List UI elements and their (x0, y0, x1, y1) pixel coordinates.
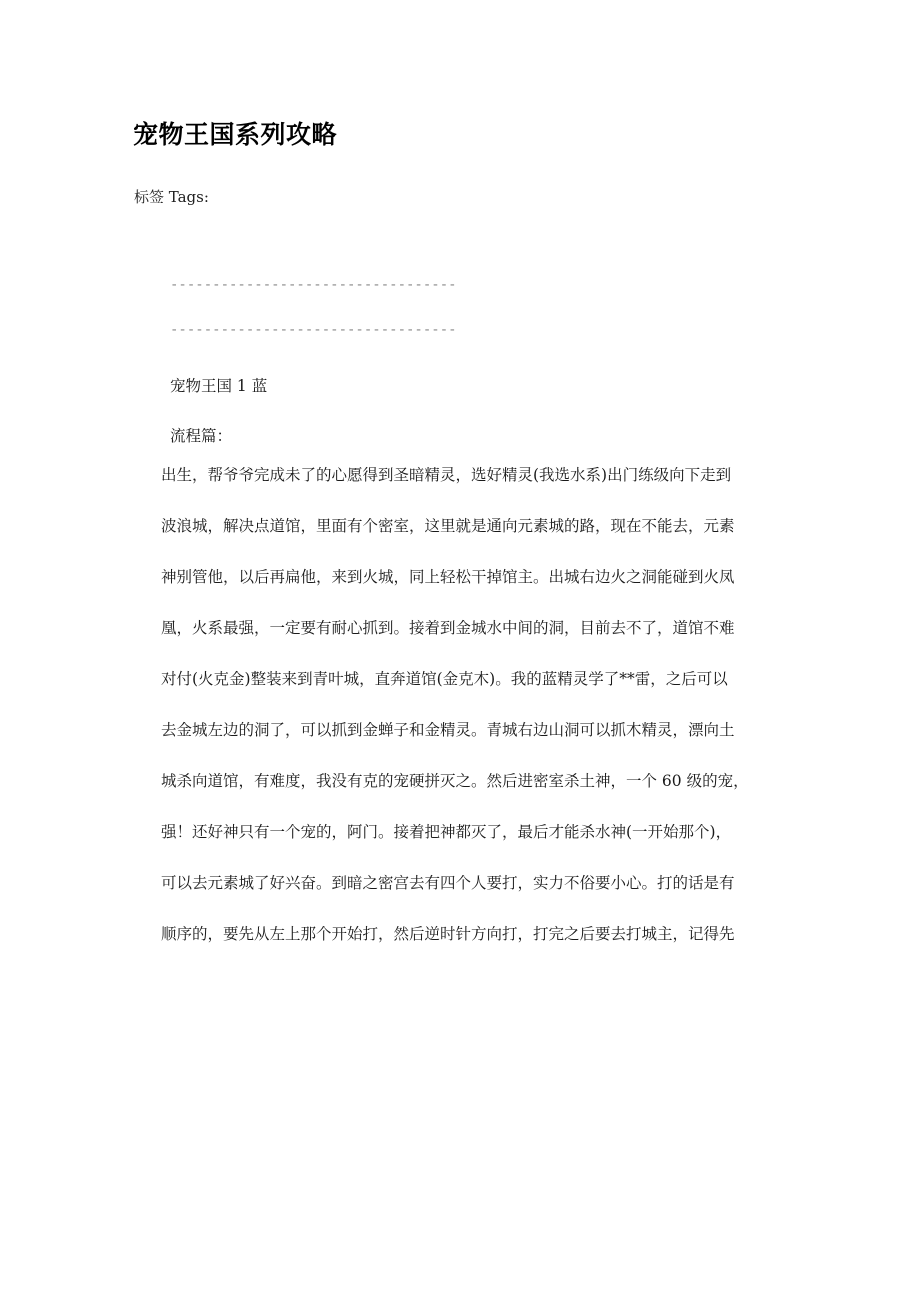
body-paragraph: 顺序的，要先从左上那个开始打，然后逆时针方向打，打完之后要去打城主，记得先 (161, 925, 735, 943)
body-paragraph: 可以去元素城了好兴奋。到暗之密宫去有四个人要打，实力不俗要小心。打的话是有 (161, 874, 735, 892)
page-title: 宠物王国系列攻略 (133, 120, 338, 149)
body-paragraph: 去金城左边的洞了，可以抓到金蝉子和金精灵。青城右边山洞可以抓木精灵，漂向土 (161, 721, 735, 739)
body-paragraph: 强！还好神只有一个宠的，阿门。接着把神都灭了，最后才能杀水神(一开始那个)， (161, 823, 732, 841)
separator-rule-bottom: ---------------------------------- (170, 322, 457, 338)
separator-rule-top: ---------------------------------- (170, 277, 457, 293)
tags-label: 标签 Tags: (134, 188, 209, 206)
body-paragraph: 城杀向道馆，有难度，我没有克的宠硬拼灭之。然后进密室杀土神，一个 60 级的宠， (161, 772, 749, 790)
section-title: 宠物王国 1 蓝 (170, 377, 268, 395)
body-paragraph: 神别管他，以后再扁他，来到火城，同上轻松干掉馆主。出城右边火之洞能碰到火凤 (161, 568, 735, 586)
body-paragraph: 对付(火克金)整装来到青叶城，直奔道馆(金克木)。我的蓝精灵学了**雷，之后可以 (161, 670, 728, 688)
body-paragraph: 出生，帮爷爷完成未了的心愿得到圣暗精灵，选好精灵(我选水系)出门练级向下走到 (161, 466, 732, 484)
section-kind-heading: 流程篇： (170, 427, 233, 445)
body-content (130, 462, 794, 947)
body-paragraph: 波浪城，解决点道馆，里面有个密室，这里就是通向元素城的路，现在不能去，元素 (161, 517, 735, 535)
body-paragraph: 凰，火系最强，一定要有耐心抓到。接着到金城水中间的洞，目前去不了，道馆不难 (161, 619, 735, 637)
